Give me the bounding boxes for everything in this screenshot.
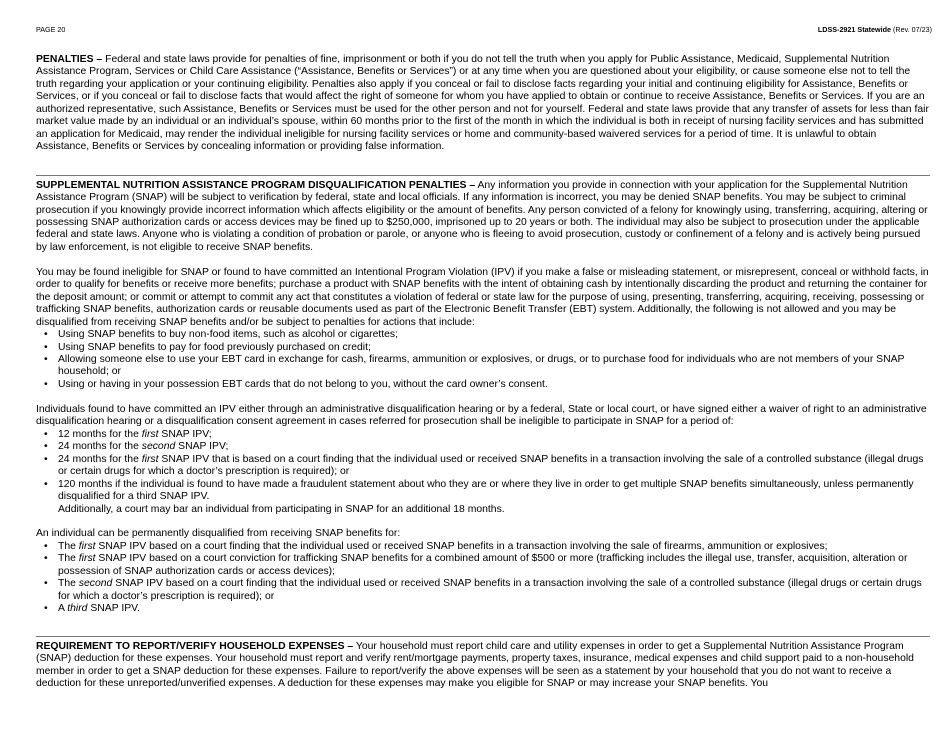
list-item: • 24 months for the second SNAP IPV; (58, 441, 930, 453)
penalties-paragraph (36, 54, 930, 154)
form-identifier (818, 25, 932, 34)
permanent-disqualification-intro: An individual can be permanently disqualified from receiving SNAP benefits for: (36, 528, 401, 540)
permanent-disqualification-list (36, 541, 930, 616)
penalties-heading: PENALTIES – (36, 54, 103, 65)
form-revision: (Rev. 07/23) (892, 25, 932, 34)
ipv-actions-list (36, 329, 930, 391)
report-expenses-paragraph (36, 641, 930, 691)
snap-disqualification-heading: SUPPLEMENTAL NUTRITION ASSISTANCE PROGRAM DISQUALIFICATION PENALTIES – (36, 179, 476, 191)
list-item: • The second SNAP IPV based on a court finding that the individual used or received SNAP benefits in a transaction involving the sale of a controlled substance (illegal drugs or certain drugs for which a doctor’s prescription is required); or (58, 578, 930, 603)
disqualification-periods-list (36, 429, 930, 504)
report-expenses-text: Your household must report child care and utility expenses in order to get a Supplemental Nutrition Assistance Program (SNAP) deduction for these expenses. Your household must report and verify rent/mortgage payments, property taxes, insurance, medical expenses and child support paid to a non-household member in order to get a SNAP deduction for these expenses. Failure to report/verify the above expenses will be seen as a statement by your household that you do not want to receive a deduction for these unreported/unverified expenses. A deduction for these expenses may make you eligible for SNAP or may increase your SNAP benefits. You (36, 640, 914, 689)
form-code: LDSS-2921 Statewide (817, 25, 891, 34)
list-item: • The first SNAP IPV based on a court conviction for trafficking SNAP benefits for a combined amount of $500 or more (trafficking includes the illegal use, transfer, acquisition, alteration or possession of SNAP authorization cards or access devices); (58, 553, 930, 578)
section-divider (36, 175, 930, 176)
snap-disqualification-text: Any information you provide in connection with your application for the Supplemental Nutrition Assistance Program (SNAP) will be subject to verification by federal, state and local officials. If any information is incorrect, you may be denied SNAP benefits. You may be subject to criminal prosecution if you knowingly provide incorrect information which affects eligibility or the amount of benefits. Any person convicted of a felony for knowingly using, transferring, acquiring, altering or possessing SNAP authorization cards or access devices may be fined up to $250,000, imprisoned up to 20 years or both. The individual may also be subject to prosecution under the applicable federal and state laws. Anyone who is violating a condition of probation or parole, or anyone who is fleeing to avoid prosecution, custody or confinement of a felony and is actively being pursued by law enforcement, is not eligible to receive SNAP benefits. (36, 179, 928, 253)
report-expenses-heading: REQUIREMENT TO REPORT/VERIFY HOUSEHOLD EXPENSES – (36, 640, 354, 652)
list-item: • Using or having in your possession EBT cards that do not belong to you, without the card owner’s consent. (58, 379, 930, 391)
page-number: PAGE 20 (36, 25, 66, 34)
list-item: • Allowing someone else to use your EBT card in exchange for cash, firearms, ammunition or explosives, or drugs, or to purchase food for individuals who are not members of your SNAP household; or (58, 354, 930, 379)
section-divider (36, 636, 930, 637)
penalties-text: Federal and state laws provide for penalties of fine, imprisonment or both if you do not tell the truth when you apply for Public Assistance, Medicaid, Supplemental Nutrition Assistance Program, Services or Child Care Assistance (“Assistance, Benefits or Services”) or at any time when you are questioned about your eligibility, or cause someone else not to tell the truth regarding your application or your continuing eligibility. Penalties also apply if you conceal or fail to disclose facts regarding your initial and continuing eligibility for Assistance, Benefits or Services, or if you conceal or fail to disclose facts that would affect the right of someone for whom you have applied to obtain or continue to receive Assistance, Benefits or Services. If you are an authorized representative, such Assistance, Benefits or Services must be used for the other person and not for yourself. Federal and state laws provide that any transfer of assets for less than fair market value made by an individual or an individual’s spouse, within 60 months prior to the first of the month in which the individual is both in receipt of nursing facility services and has submitted an application for Medicaid, may render the individual ineligible for nursing facility services or home and community-based waivered services for a period of time. It is unlawful to obtain Assistance, Benefits or Services by concealing information or providing false information. (36, 54, 929, 153)
list-item: • Using SNAP benefits to pay for food previously purchased on credit; (58, 342, 930, 354)
list-item: • 24 months for the first SNAP IPV that is based on a court finding that the individual used or received SNAP benefits in a transaction involving the sale of a controlled substance (illegal drugs or certain drugs for which a doctor’s prescription is required); or (58, 454, 930, 479)
document-body (36, 54, 930, 690)
list-item: • The first SNAP IPV based on a court finding that the individual used or received SNAP benefits in a transaction involving the sale of firearms, ammunition or explosives; (58, 541, 930, 553)
list-item: • 12 months for the first SNAP IPV; (58, 429, 930, 441)
list-item: • 120 months if the individual is found to have made a fraudulent statement about who they are or where they live in order to get multiple SNAP benefits simultaneously, unless permanently disqualified for a third SNAP IPV. (58, 479, 930, 504)
list-item: • Using SNAP benefits to buy non-food items, such as alcohol or cigarettes; (58, 329, 930, 341)
additional-bar-note: Additionally, a court may bar an individual from participating in SNAP for an additional 18 months. (58, 503, 505, 515)
snap-disqualification-paragraph (36, 180, 930, 255)
list-item: • A third SNAP IPV. (58, 603, 930, 615)
disqualification-period-intro: Individuals found to have committed an IPV either through an administrative disqualification hearing or by a federal, State or local court, or have signed either a waiver of right to an administrative disqualification hearing or a disqualification consent agreement in cases referred for prosecution shall be ineligible to participate in SNAP for a period of: (36, 403, 927, 428)
ipv-intro-paragraph: You may be found ineligible for SNAP or found to have committed an Intentional Program Violation (IPV) if you make a false or misleading statement, or misrepresent, conceal or withhold facts, in order to qualify for benefits or receive more benefits; purchase a product with SNAP benefits with the intent of obtaining cash by intentionally discarding the product and returning the container for the deposit amount; or commit or attempt to commit any act that constitutes a violation of federal or state law for the purpose of using, presenting, transferring, acquiring, receiving, possessing or trafficking SNAP benefits, authorization cards or reusable documents used as part of the Electronic Benefit Transfer (EBT) system. Additionally, the following is not allowed and you may be disqualified from receiving SNAP benefits and/or be subject to penalties for actions that include: (36, 266, 929, 328)
